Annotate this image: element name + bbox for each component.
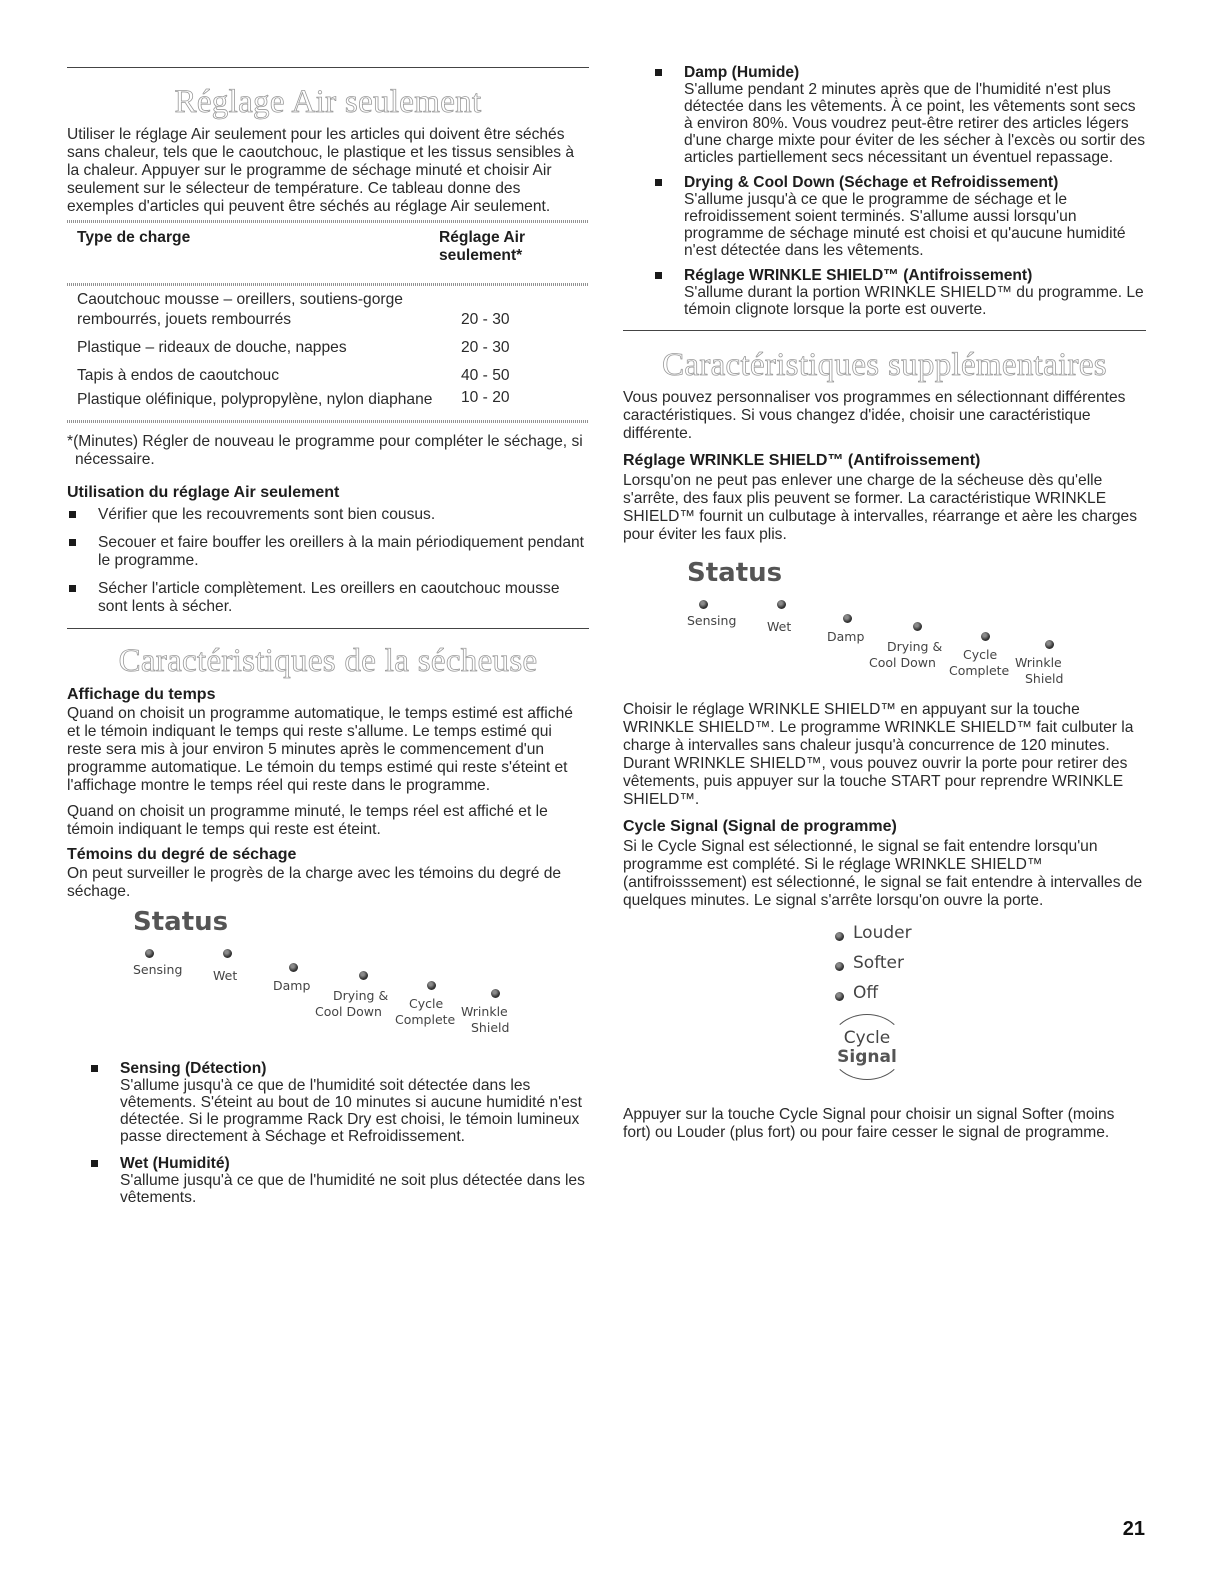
status-label-wrinkle: Wrinkle <box>461 1004 508 1019</box>
bullet-square-icon <box>91 1160 98 1167</box>
row-value: 20 - 30 <box>461 311 510 328</box>
bullet-text: S'allume jusqu'à ce que de l'humidité soit détectée dans les vêtements. S'éteint au bout de 10 minutes si aucune humidité n'est détectée. Si le programme Rack Dry est choisi, le témoin lumineux passe directement à Séchage et Refroidissement. <box>120 1077 582 1145</box>
section-divider <box>67 628 589 629</box>
bullet-square-icon <box>69 511 76 518</box>
bullet-text: Vérifier que les recouvrements sont bien cousus. <box>98 506 436 523</box>
table-row <box>67 358 589 386</box>
bullet-text: Sécher l'article complètement. Les oreillers en caoutchouc mousse sont lents à sécher. <box>98 580 560 615</box>
cycle-signal-panel <box>623 916 1146 1106</box>
row-type: Caoutchouc mousse – oreillers, soutiens-gorge rembourrés, jouets rembourrés <box>77 291 403 328</box>
left-column <box>67 0 589 1206</box>
section-divider <box>623 330 1146 331</box>
section-title-supplementaires: Caractéristiques supplémentaires <box>662 347 1107 383</box>
status-title: Status <box>133 907 229 937</box>
status-label-wrinkle: Wrinkle <box>1015 655 1062 670</box>
drying-led-icon <box>359 971 368 980</box>
status-label-damp: Damp <box>827 629 865 644</box>
affichage-paragraph-2: Quand on choisit un programme minuté, le temps réel est affiché et le témoin indiquant le temps qui reste est éteint. <box>67 803 548 838</box>
wrinkle-paragraph-2: Choisir le réglage WRINKLE SHIELD™ en appuyant sur la touche WRINKLE SHIELD™. Le programme WRINKLE SHIELD™ fait culbuter la charge à intervalles sans chaleur jusqu'à concurrence de 120 minutes. Durant WRINKLE SHIELD™, vous pouvez ouvrir la porte pour retirer des vêtements, puis appuyer sur la touche START pour reprendre WRINKLE SHIELD™. <box>623 701 1134 808</box>
cycle-signal-paragraph-1: Si le Cycle Signal est sélectionné, le signal se fait entendre lorsqu'un programme est complété. Si le réglage WRINKLE SHIELD™ (antifroisssement) est sélectionné, le signal se fait entendre à intervalles de quelques minutes. Le signal s'arrête lorsqu'on ouvre la porte. <box>623 838 1143 909</box>
list-item <box>67 534 589 570</box>
status-label-cycle: Cycle <box>409 996 444 1011</box>
signal-label-off: Off <box>853 983 879 1003</box>
wrinkle-led-icon <box>1045 640 1054 649</box>
off-led-icon <box>835 992 844 1001</box>
bullet-square-icon <box>655 272 662 279</box>
sensing-led-icon <box>699 600 708 609</box>
table-row <box>67 330 589 358</box>
row-value: 40 - 50 <box>461 367 510 384</box>
bullet-title: Damp (Humide) <box>684 64 800 81</box>
table-footnote: *(Minutes) Régler de nouveau le programme pour compléter le séchage, si nécessaire. <box>67 433 583 468</box>
wrinkle-heading: Réglage WRINKLE SHIELD™ (Antifroissement) <box>623 452 981 469</box>
bullet-title: Drying & Cool Down (Séchage et Refroidissement) <box>684 174 1059 191</box>
wet-led-icon <box>777 600 786 609</box>
wrinkle-paragraph-1: Lorsqu'on ne peut pas enlever une charge de la sécheuse dès qu'elle s'arrête, des faux plis peuvent se former. La caractéristique WRINKLE SHIELD™ fournit un culbutage à intervalles, réarrange et aère les charges pour éviter les faux plis. <box>623 472 1138 543</box>
list-item <box>67 580 589 616</box>
temoins-paragraph: On peut surveiller le progrès de la charge avec les témoins du degré de séchage. <box>67 865 562 900</box>
list-item <box>89 1155 589 1206</box>
cycle-led-icon <box>981 632 990 641</box>
status-label-drying: Drying & <box>333 988 389 1003</box>
signal-label-louder: Louder <box>853 923 912 943</box>
bullet-text: S'allume durant la portion WRINKLE SHIELD™ du programme. Le témoin clignote lorsque la porte est ouverte. <box>684 284 1144 318</box>
status-label-sensing: Sensing <box>133 962 183 977</box>
status-label-cycle: Cycle <box>963 647 998 662</box>
table-row <box>67 290 589 330</box>
status-label-cooldown: Cool Down <box>315 1004 382 1019</box>
bullet-text: S'allume pendant 2 minutes après que de l'humidité n'est plus détectée dans les vêtements. À ce point, les vêtements sont secs à environ 80%. Vous voudrez peut-être retirer des articles légers d'une charge mixte pour éviter de les sécher à l'excès ou sortir des articles partiellement secs nécessitant un éventuel repassage. <box>684 81 1146 166</box>
affichage-heading: Affichage du temps <box>67 686 216 703</box>
section-divider <box>67 67 589 68</box>
section-title-caracteristiques: Caractéristiques de la sécheuse <box>118 643 538 679</box>
bullet-square-icon <box>69 539 76 546</box>
list-item <box>653 174 1146 259</box>
list-item <box>67 506 589 524</box>
bullet-text: S'allume jusqu'à ce que le programme de séchage et le refroidissement soient terminés. S'allume aussi lorsqu'un programme de séchage minuté est choisi et qu'aucune humidité n'est détectée dans les vêtements. <box>684 191 1126 259</box>
row-value: 10 - 20 <box>461 389 510 406</box>
damp-led-icon <box>843 614 852 623</box>
bullet-title: Wet (Humidité) <box>120 1155 230 1172</box>
charge-table-body <box>67 290 589 410</box>
status-panel <box>133 907 589 1052</box>
status-label-complete: Complete <box>949 663 1010 678</box>
wet-led-icon <box>223 949 232 958</box>
table-header-row <box>67 229 589 265</box>
wrinkle-led-icon <box>491 989 500 998</box>
table-bottom-rule <box>67 420 589 423</box>
status-title: Status <box>687 558 783 588</box>
status-panel <box>687 558 1146 703</box>
table-top-rule <box>67 220 589 223</box>
status-label-wet: Wet <box>213 968 238 983</box>
row-type: Tapis à endos de caoutchouc <box>77 367 279 384</box>
softer-led-icon <box>835 962 844 971</box>
cycle-signal-button[interactable] <box>829 1014 905 1080</box>
signal-label-softer: Softer <box>853 953 904 973</box>
section-title-air-seulement: Réglage Air seulement <box>174 84 482 120</box>
status-label-damp: Damp <box>273 978 311 993</box>
list-item <box>653 64 1146 166</box>
bullet-square-icon <box>91 1065 98 1072</box>
bullet-text: Secouer et faire bouffer les oreillers à la main périodiquement pendant le programme. <box>98 534 585 569</box>
status-label-shield: Shield <box>1025 671 1064 686</box>
cycle-signal-heading: Cycle Signal (Signal de programme) <box>623 818 897 835</box>
row-value: 20 - 30 <box>461 339 510 356</box>
cycle-signal-button-line1: Cycle <box>843 1028 891 1048</box>
bullet-square-icon <box>69 585 76 592</box>
drying-led-icon <box>913 622 922 631</box>
affichage-paragraph-1: Quand on choisit un programme automatique, le temps estimé est affiché et le témoin indiquant le temps qui reste s'allume. Le temps estimé qui reste sera mis à jour environ 5 minutes après le commencement d'un programme automatique. Le témoin du temps estimé qui reste s'éteint et l'affichage montre le temps réel qui reste dans le programme. <box>67 705 573 794</box>
bullet-title: Sensing (Détection) <box>120 1060 267 1077</box>
status-label-wet: Wet <box>767 619 792 634</box>
table-mid-rule <box>67 283 589 286</box>
status-label-drying: Drying & <box>887 639 943 654</box>
sensing-led-icon <box>145 949 154 958</box>
bullet-square-icon <box>655 69 662 76</box>
table-col-setting: Réglage Air seulement* <box>439 229 526 264</box>
list-item <box>89 1060 589 1145</box>
damp-led-icon <box>289 963 298 972</box>
table-col-type: Type de charge <box>77 229 191 246</box>
row-type: Plastique oléfinique, polypropylène, nylon diaphane <box>77 391 433 408</box>
right-column <box>623 0 1146 1142</box>
louder-led-icon <box>835 932 844 941</box>
status-label-sensing: Sensing <box>687 613 737 628</box>
bullet-square-icon <box>655 179 662 186</box>
bullet-text: S'allume jusqu'à ce que de l'humidité ne soit plus détectée dans les vêtements. <box>120 1172 585 1206</box>
cycle-signal-button-line2: Signal <box>837 1047 897 1067</box>
bullet-title: Réglage WRINKLE SHIELD™ (Antifroissement) <box>684 267 1033 284</box>
temoins-heading: Témoins du degré de séchage <box>67 846 297 863</box>
status-label-complete: Complete <box>395 1012 456 1027</box>
table-row <box>67 386 589 410</box>
status-label-cooldown: Cool Down <box>869 655 936 670</box>
cycle-signal-paragraph-2: Appuyer sur la touche Cycle Signal pour choisir un signal Softer (moins fort) ou Louder (plus fort) ou pour faire cesser le signal de programme. <box>623 1106 1115 1141</box>
usage-heading: Utilisation du réglage Air seulement <box>67 484 340 501</box>
page-number: 21 <box>1122 1518 1145 1540</box>
cycle-led-icon <box>427 981 436 990</box>
status-label-shield: Shield <box>471 1020 510 1035</box>
air-intro-paragraph: Utiliser le réglage Air seulement pour les articles qui doivent être séchés sans chaleur, tels que le caoutchouc, le plastique et les tissus sensibles à la chaleur. Appuyer sur le programme de séchage minuté et choisir Air seulement sur le sélecteur de température. Ce tableau donne des exemples d'articles qui peuvent être séchés au réglage Air seulement. <box>67 126 575 215</box>
list-item <box>653 267 1146 318</box>
row-type: Plastique – rideaux de douche, nappes <box>77 339 347 356</box>
supplementaires-intro: Vous pouvez personnaliser vos programmes en sélectionnant différentes caractéristiques. Si vous changez d'idée, choisir une caractéristique différente. <box>623 389 1126 442</box>
charge-table <box>67 229 589 265</box>
